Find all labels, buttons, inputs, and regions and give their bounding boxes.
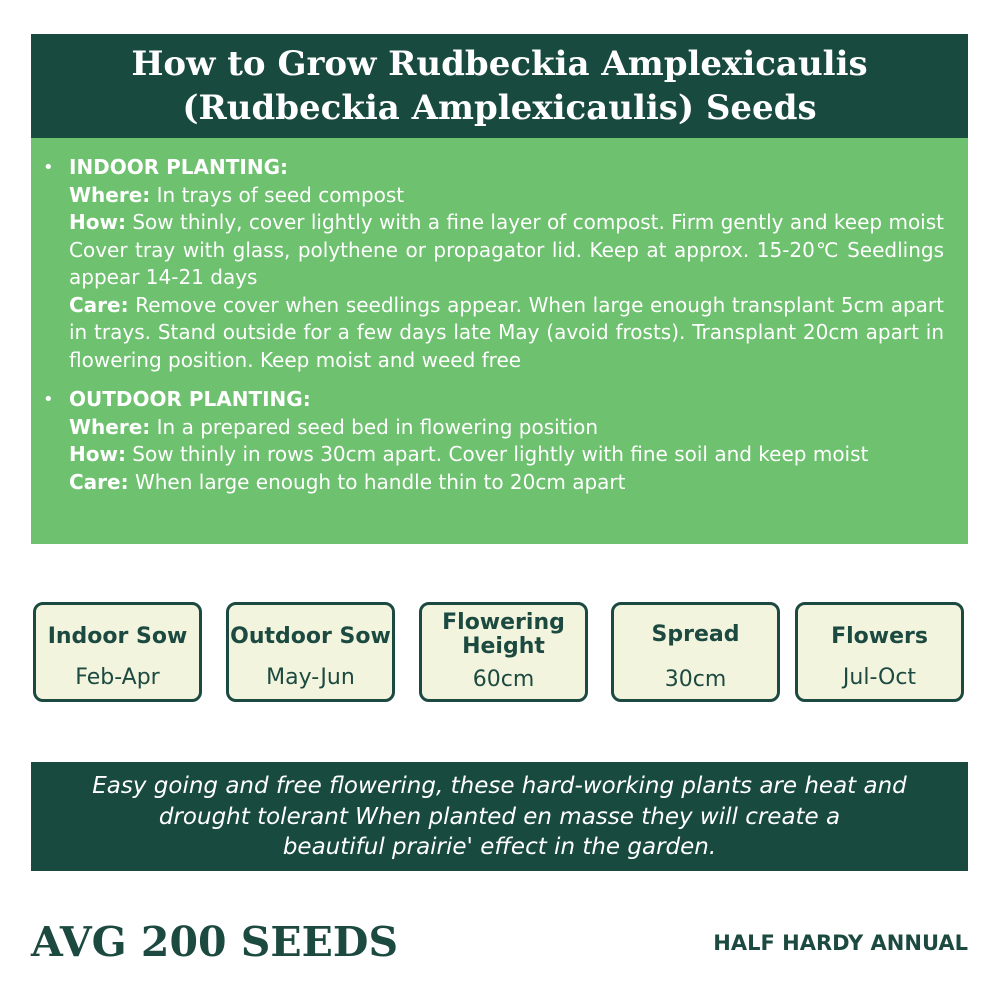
outdoor-title: OUTDOOR PLANTING: — [69, 387, 311, 411]
box-value: Jul-Oct — [842, 665, 917, 690]
description-line-2: drought tolerant When planted en masse they will create a — [158, 803, 841, 830]
box-value: 60cm — [472, 667, 535, 692]
box-label: Flowers — [831, 624, 928, 649]
flowers-box — [795, 602, 964, 702]
bullet-icon: • — [43, 389, 54, 410]
indoor-planting-section — [43, 154, 944, 374]
outdoor-sow-box — [226, 602, 395, 702]
where-label: Where: — [69, 414, 151, 439]
description-banner — [31, 762, 968, 871]
how-text: Sow thinly, cover lightly with a fine layer of compost. Firm gently and keep moist Cover tray with glass, polythene or propagator lid. Keep at approx. 15-20℃ Seedlings appear 14-21 days — [69, 210, 944, 289]
how-text: Sow thinly in rows 30cm apart. Cover lightly with fine soil and keep moist — [125, 442, 869, 466]
indoor-where — [69, 182, 944, 210]
indoor-title: INDOOR PLANTING: — [69, 155, 289, 179]
box-label-line-2: Height — [462, 634, 545, 659]
outdoor-how — [69, 441, 944, 469]
how-label: How: — [69, 210, 126, 234]
outdoor-planting-section — [43, 386, 944, 496]
title-banner — [31, 34, 968, 138]
where-text: In trays of seed compost — [150, 182, 405, 207]
box-label: Indoor Sow — [47, 624, 188, 649]
indoor-care — [69, 292, 944, 375]
seed-count: AVG 200 SEEDS — [31, 918, 399, 966]
box-value: Feb-Apr — [75, 665, 160, 690]
plant-type: HALF HARDY ANNUAL — [713, 931, 968, 955]
care-label: Care: — [69, 469, 129, 494]
where-label: Where: — [69, 182, 151, 207]
box-label: Outdoor Sow — [230, 624, 391, 649]
box-label-line-1: Flowering — [442, 610, 565, 635]
planting-instructions — [31, 138, 968, 544]
title-line-2: (Rudbeckia Amplexicaulis) Seeds — [182, 88, 817, 128]
outdoor-care — [69, 469, 944, 497]
flowering-height-box — [419, 602, 588, 702]
care-text: When large enough to handle thin to 20cm apart — [128, 469, 626, 494]
care-text: Remove cover when seedlings appear. When large enough transplant 5cm apart in trays. Stand outside for a few days late May (avoid frosts). Transplant 20cm apart in flowering position. Keep moist and weed free — [69, 292, 944, 372]
where-text: In a prepared seed bed in flowering position — [150, 414, 599, 439]
how-label: How: — [69, 442, 126, 466]
title-line-1: How to Grow Rudbeckia Amplexicaulis — [131, 44, 868, 84]
care-label: Care: — [69, 292, 129, 317]
indoor-sow-box — [33, 602, 202, 702]
spread-box — [611, 602, 780, 702]
bullet-icon: • — [43, 157, 54, 178]
box-label: Spread — [651, 622, 740, 647]
indoor-how — [69, 209, 944, 292]
description-line-1: Easy going and free flowering, these hard-working plants are heat and — [92, 773, 907, 799]
box-value: 30cm — [664, 667, 727, 692]
description-line-3: beautiful prairie' effect in the garden. — [282, 834, 717, 860]
outdoor-where — [69, 414, 944, 442]
growing-info-boxes — [31, 602, 968, 706]
box-value: May-Jun — [266, 665, 355, 690]
